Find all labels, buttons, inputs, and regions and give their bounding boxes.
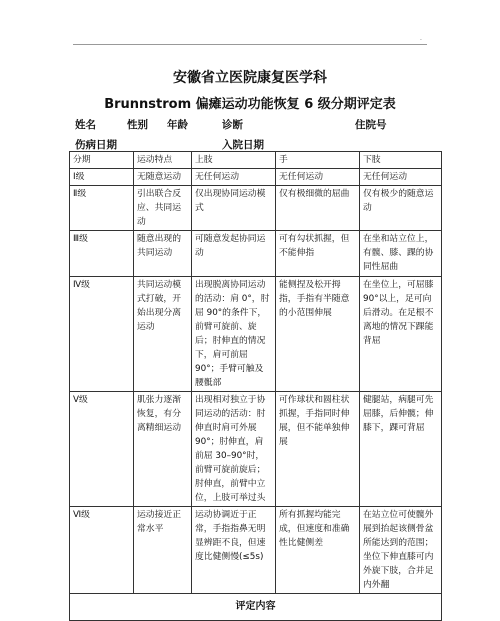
lower-limb-cell: 无任何运动 — [360, 169, 442, 186]
field-age-label: 年龄 — [167, 119, 188, 131]
hand-cell: 可有勾状抓握，但不能伸指 — [276, 231, 360, 277]
table-row — [70, 186, 442, 231]
stage-cell: Ⅵ级 — [70, 507, 134, 594]
table-row — [70, 169, 442, 186]
stage-cell: Ⅱ级 — [70, 186, 134, 231]
feature-cell: 运动接近正常水平 — [134, 507, 192, 594]
table-row — [70, 231, 442, 277]
upper-limb-cell: 运动协调近于正常，手指指鼻无明显辨距不良，但速度比健侧慢(≤5s) — [192, 507, 276, 594]
stage-cell: Ⅰ级 — [70, 169, 134, 186]
table-footer-row — [70, 594, 442, 621]
header-cell: 手 — [276, 152, 360, 169]
hand-cell: 无任何运动 — [276, 169, 360, 186]
field-diagnosis-label: 诊断 — [222, 119, 243, 131]
hand-cell: 所有抓握均能完成，但速度和准确性比健侧差 — [276, 507, 360, 594]
lower-limb-cell: 仅有极少的随意运动 — [360, 186, 442, 231]
upper-limb-cell: 出现相对独立于协同运动的活动：肘伸直时肩可外展 90°；肘伸直，肩前屈 30–90°时，前臂可旋前旋后；肘伸直，前臂中立位，上肢可举过头 — [192, 392, 276, 507]
table-row — [70, 277, 442, 392]
stage-cell: Ⅳ级 — [70, 277, 134, 392]
hand-cell: 能侧捏及松开拇指，手指有半随意的小范围伸展 — [276, 277, 360, 392]
feature-cell: 引出联合反应、共同运动 — [134, 186, 192, 231]
field-admission-date-label: 入院日期 — [222, 139, 264, 151]
upper-limb-cell: 无任何运动 — [192, 169, 276, 186]
stage-cell: Ⅴ级 — [70, 392, 134, 507]
lower-limb-cell: 在站立位可使髋外展到抬起该侧骨盆所能达到的范围；坐位下伸直膝可内外旋下肢，合并足内外翻 — [360, 507, 442, 594]
evaluation-content-label: 评定内容 — [70, 594, 442, 621]
feature-cell: 肌张力逐渐恢复，有分离精细运动 — [134, 392, 192, 507]
field-onset-date-label: 伤病日期 — [75, 139, 117, 151]
table-row — [70, 507, 442, 594]
field-admission-no-label: 住院号 — [355, 119, 387, 131]
header-cell: 分期 — [70, 152, 134, 169]
upper-limb-cell: 出现脱离协同运动的活动：肩 0°，肘屈 90°的条件下，前臂可旋前、旋后；肘伸直的情况下，肩可前屈 90°；手臂可触及腰骶部 — [192, 277, 276, 392]
table-header-row — [70, 152, 442, 169]
lower-limb-cell: 在坐位上，可屈膝 90°以上，足可向后滑动。在足根不离地的情况下踝能背屈 — [360, 277, 442, 392]
hand-cell: 仅有极细微的屈曲 — [276, 186, 360, 231]
feature-cell: 随意出现的共同运动 — [134, 231, 192, 277]
stage-cell: Ⅲ级 — [70, 231, 134, 277]
header-rule — [73, 44, 427, 45]
field-sex-label: 性别 — [127, 119, 148, 131]
hospital-title: 安徽省立医院康复医学科 — [173, 70, 327, 86]
field-name-label: 姓名 — [75, 119, 96, 131]
header-cell: 运动特点 — [134, 152, 192, 169]
feature-cell: 共同运动模式打破，开始出现分离运动 — [134, 277, 192, 392]
table-row — [70, 392, 442, 507]
lower-limb-cell: 健腿站，病腿可先屈膝，后伸髋；伸膝下，踝可背屈 — [360, 392, 442, 507]
hand-cell: 可作球状和圆柱状抓握，手指同时伸展，但不能单独伸展 — [276, 392, 360, 507]
feature-cell: 无随意运动 — [134, 169, 192, 186]
header-cell: 上肢 — [192, 152, 276, 169]
header-cell: 下肢 — [360, 152, 442, 169]
lower-limb-cell: 在坐和站立位上，有髋、膝、踝的协同性屈曲 — [360, 231, 442, 277]
form-title: Brunnstrom 偏瘫运动功能恢复 6 级分期评定表 — [104, 97, 396, 112]
upper-limb-cell: 仅出现协同运动模式 — [192, 186, 276, 231]
brunnstrom-table — [69, 151, 442, 621]
upper-limb-cell: 可随意发起协同运动 — [192, 231, 276, 277]
header-mark: · — [420, 37, 422, 44]
